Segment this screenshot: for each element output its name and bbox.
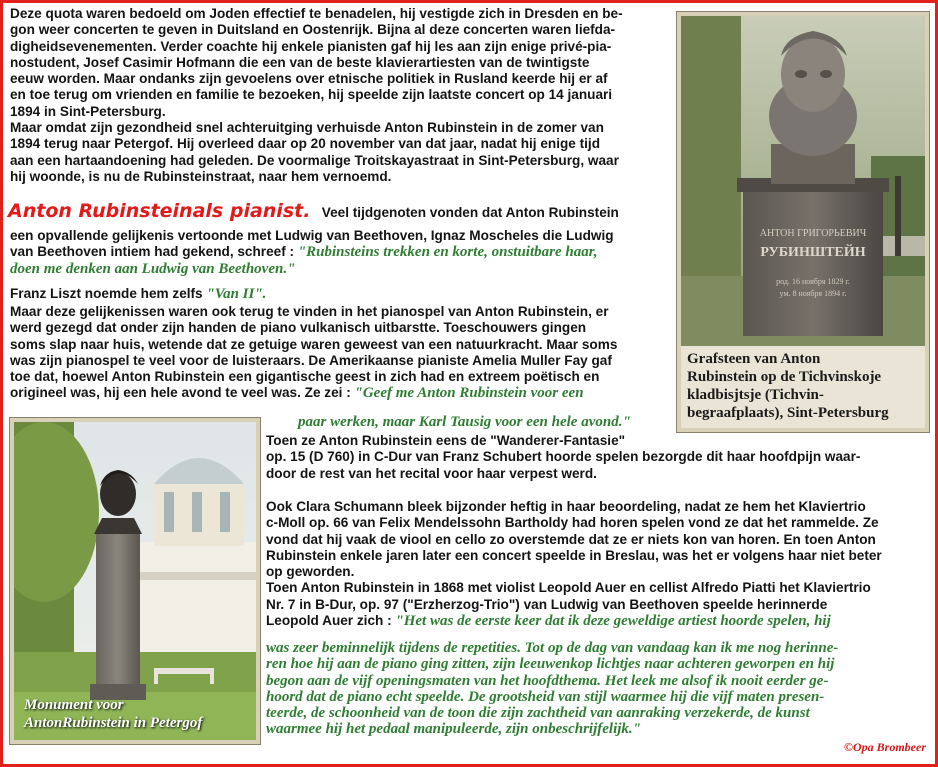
engraving-line-4: ум. 8 ноября 1894 г. (779, 289, 847, 298)
monument-caption: Monument voor AntonRubinstein in Petergof (24, 697, 203, 731)
grave-caption: Grafsteen van Anton Rubinstein op de Tichvinskoje kladbisjtsje (Tichvin- begraafplaats), Sint-Petersburg (687, 351, 889, 421)
similarities-text: Maar deze gelijkenissen waren ook terug te vinden in het pianospel van Anton Rubinstein, er werd gezegd dat onder zijn handen de piano vulkanisch uitbarstte. Toeschouwers gingen soms slap naar huis, wetende dat ze getuige waren geweest van een natuurkracht. Maar soms was zijn pianospel te veel voor de luisteraars. De Amerikaanse pianiste Amelia Muller Fay gaf toe dat, hoewel Anton Rubinstein een gigantische geest in zich had en extreem poëtisch en origineel was, hij een hele avond te veel was. Ze zei : (10, 304, 618, 401)
auer-quote: was zeer beminnelijk tijdens de repetities. Tot op de dag van vandaag kan ik me nog herinne- ren hoe hij aan de piano ging zitten, zijn leeuwenkop lichtjes naar achteren geworpen en hij begon aan de vijf openingsmaten van het hoofdthema. Het leek me alsof ik nooit eerder ge- hoord dat de piano echt speelde. De grootsheid van stijl waarmee hij die vijf maten presen- teerde, de schoonheid van de toon die zijn zachtheid van aanraking verzekerde, de kunst waarmee hij het pedaal manipuleerde, zijn onbeschrijfelijk." (266, 640, 839, 738)
engraving-line-3: род. 16 ноября 1829 г. (776, 277, 850, 286)
auer-quote-start: "Het was de eerste keer dat ik deze geweldige artiest hoorde spelen, hij (395, 613, 831, 630)
grave-photo-frame (677, 12, 929, 432)
engraving-line-2: РУБИНШТЕЙН (760, 245, 866, 260)
monument-photo-frame (10, 418, 260, 744)
beethoven-likeness: een opvallende gelijkenis vertoonde met Ludwig van Beethoven, Ignaz Moscheles die Ludwig van Beethoven intiem had gekend, schreef : (10, 228, 614, 260)
engraving-line-1: АНТОН ГРИГОРЬЕВИЧ (759, 228, 867, 239)
beethoven-likeness-text (10, 228, 670, 277)
copyright-credit: ©Opa Brombeer (844, 740, 926, 754)
pianist-section-lead (8, 200, 673, 222)
liszt-line (10, 286, 670, 302)
monument-photo (14, 422, 256, 740)
section-lead-text: Veel tijdgenoten vonden dat Anton Rubinstein (321, 205, 619, 220)
liszt-text: Franz Liszt noemde hem zelfs (10, 286, 203, 301)
clara-text: Ook Clara Schumann bleek bijzonder heftig in haar beoordeling, nadat ze hem het Klaviertrio c-Moll op. 66 van Felix Mendelssohn Bartholdy had horen spelen vond ze dat het rammelde. Ze vond dat hij vaak de viool en cello zo overstemde dat ze er niets kon van horen. En toen Anton Rubinstein enkele jaren later een concert speelde in Breslau, was het er volgens haar niet beter op geworden. Toen Anton Rubinstein in 1868 met violist Leopold Auer en cellist Alfredo Piatti het Klaviertrio Nr. 7 in B-Dur, op. 97 ("Erzherzog-Trio") van Ludwig van Beethoven speelde herinnerde Leopold Auer zich : (266, 499, 882, 629)
similarities-paragraph (10, 304, 675, 402)
wanderer-paragraph: Toen ze Anton Rubinstein eens de "Wanderer-Fantasie" op. 15 (D 760) in C-Dur van Franz Schubert hoorde spelen bezorgde dit haar hoofdpijn waar- door de rest van het recital voor haar verpest werd. (266, 433, 861, 481)
grave-photo (681, 16, 925, 346)
fay-quote-part2: paar werken, maar Karl Tausig voor een hele avond." (298, 414, 631, 430)
intro-paragraph: Deze quota waren bedoeld om Joden effectief te benadelen, hij vestigde zich in Dresden en be- gon weer concerten te geven in Duitsland en Oostenrijk. Bijna al deze concerten waren liefda- digheidsevenementen. Verder coachte hij enkele pianisten gaf hij les aan zijn enige privé-pia- nostudent, Josef Casimir Hofmann die een van de beste klavierartiesten van de twintigste eeuw worden. Maar ondanks zijn gevoelens over etnische politiek in Rusland keerde hij er af en toe terug om vrienden en familie te bezoeken, hij speelde zijn laatste concert op 14 januari 1894 in Sint-Petersburg. Maar omdat zijn gezondheid snel achteruitging verhuisde Anton Rubinstein in de zomer van 1894 terug naar Petergof. Hij overleed daar op 20 november van dat jaar, nadat hij enige tijd aan een hartaandoening had geleden. De voormalige Troitskayastraat in Sint-Petersburg, waar hij woonde, is nu de Rubinsteinstraat, naar hem vernoemd. (10, 6, 623, 184)
section-heading: Anton Rubinsteinals pianist. (8, 200, 311, 222)
clara-paragraph (266, 499, 934, 629)
liszt-quote: "Van II". (206, 286, 267, 302)
moscheles-quote: "Rubinsteins trekken en korte, onstuitbare haar, doen me denken aan Ludwig van Beethoven." (10, 244, 598, 277)
fay-quote-part1: "Geef me Anton Rubinstein voor een (354, 385, 584, 402)
